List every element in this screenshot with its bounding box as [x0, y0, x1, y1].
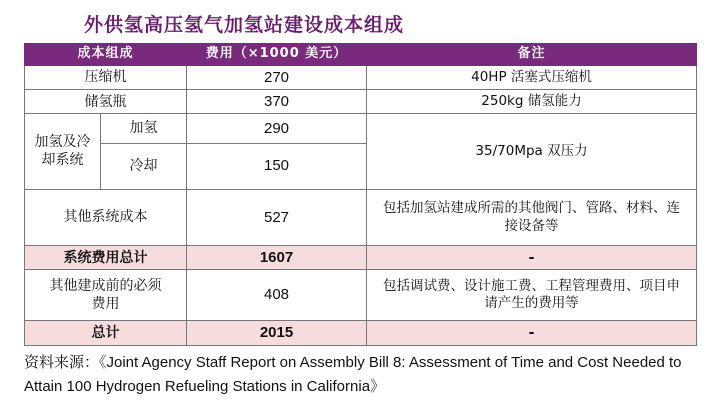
header-component: 成本组成	[25, 44, 187, 66]
row-cost: 1607	[187, 246, 367, 270]
row-note: -	[367, 246, 697, 270]
row-label: 冷却	[101, 143, 187, 189]
row-note: 包括调试费、设计施工费、工程管理费用、项目申请产生的费用等	[367, 270, 697, 320]
table-header-row	[25, 44, 697, 66]
row-note: -	[367, 320, 697, 345]
table-row	[25, 189, 697, 246]
group-label: 加氢及冷却系统	[25, 114, 101, 190]
row-label: 储氢瓶	[25, 90, 187, 114]
row-label: 压缩机	[25, 66, 187, 90]
header-note: 备注	[367, 44, 697, 66]
row-note: 包括加氢站建成所需的其他阀门、管路、材料、连接设备等	[367, 189, 697, 246]
cost-table	[24, 43, 697, 346]
row-note: 35/70Mpa 双压力	[367, 114, 697, 190]
header-cost: 费用（×1000 美元）	[187, 44, 367, 66]
row-label: 总计	[25, 320, 187, 345]
table-row	[25, 66, 697, 90]
row-cost: 150	[187, 143, 367, 189]
row-note: 250kg 储氢能力	[367, 90, 697, 114]
row-cost: 290	[187, 114, 367, 143]
row-cost: 270	[187, 66, 367, 90]
table-row	[25, 270, 697, 320]
total-row	[25, 320, 697, 345]
row-label: 其他系统成本	[25, 189, 187, 246]
row-cost: 527	[187, 189, 367, 246]
page-title: 外供氢高压氢气加氢站建设成本组成	[84, 14, 405, 36]
row-cost: 2015	[187, 320, 367, 345]
row-note: 40HP 活塞式压缩机	[367, 66, 697, 90]
table-row	[25, 90, 697, 114]
source-note: 资料来源：《Joint Agency Staff Report on Assembly Bill 8: Assessment of Time and Cost Needed to Attain 100 Hydrogen Refueling Stations in California》	[24, 354, 682, 395]
row-cost: 408	[187, 270, 367, 320]
row-label: 系统费用总计	[25, 246, 187, 270]
row-cost: 370	[187, 90, 367, 114]
subtotal-row	[25, 246, 697, 270]
row-label: 加氢	[101, 114, 187, 143]
table-row	[25, 114, 697, 143]
row-label: 其他建成前的必须费用	[25, 270, 187, 320]
